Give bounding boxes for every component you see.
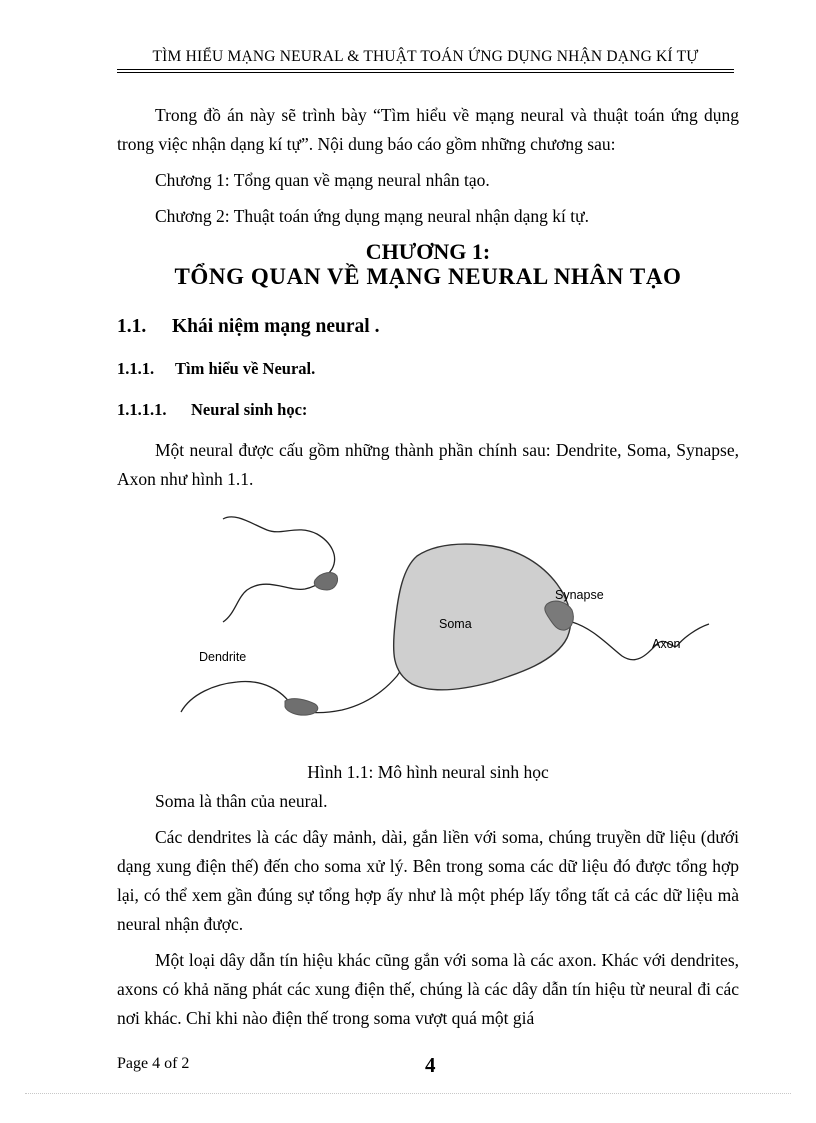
axon-paragraph: Một loại dây dẫn tín hiệu khác cũng gắn với soma là các axon. Khác với dendrites, axons có khả năng phát các xung điện thế, chúng là các dây dẫn tín hiệu từ neural đi các nơi khác. Chỉ khi nào điện thế trong soma vượt quá một giá [117, 950, 739, 1028]
chapter-number: CHƯƠNG 1: [365, 239, 491, 264]
page-bottom-border [25, 1093, 791, 1094]
dendrites-paragraph: Các dendrites là các dây mảnh, dài, gắn liền với soma, chúng truyền dữ liệu (dưới dạng xung điện thế) đến cho soma xử lý. Bên trong soma các dữ liệu đó được tổng hợp lại, có thể xem gần đúng sự tổng hợp ấy như là một phép lấy tổng tất cả các dữ liệu mà neural nhận được. [117, 827, 739, 934]
chapter-1-summary: Chương 1: Tổng quan về mạng neural nhân tạo. [155, 170, 490, 190]
neuron-figure [117, 504, 739, 736]
soma-label: Soma [439, 617, 472, 631]
components-paragraph: Một neural được cấu gồm những thành phần chính sau: Dendrite, Soma, Synapse, Axon như hình 1.1. [117, 440, 739, 489]
chapter-heading [117, 239, 739, 289]
page-number: 4 [425, 1053, 436, 1077]
subsection-number: 1.1.1. [117, 359, 155, 378]
page-header-title: TÌM HIỂU MẠNG NEURAL & THUẬT TOÁN ỨNG DỤNG NHẬN DẠNG KÍ TỰ [152, 48, 699, 65]
upper-dendrite-terminal [314, 573, 337, 590]
header-rule-top [117, 69, 734, 70]
chapter-title: TỔNG QUAN VỀ MẠNG NEURAL NHÂN TẠO [174, 264, 682, 289]
section-title: Khái niệm mạng neural . [172, 316, 380, 337]
upper-dendrite-line [223, 517, 335, 622]
page-count-label: Page 4 of 2 [117, 1055, 190, 1072]
header-rule-bottom [117, 72, 734, 73]
chapter-2-summary: Chương 2: Thuật toán ứng dụng mạng neural nhận dạng kí tự. [155, 206, 589, 226]
subsubsection-title: Neural sinh học: [191, 400, 308, 419]
section-number: 1.1. [117, 316, 147, 337]
dendrite-label: Dendrite [199, 650, 247, 664]
section-heading-1-1-1 [117, 357, 739, 381]
axon-label: Axon [652, 637, 681, 651]
axon-line [572, 622, 709, 660]
lower-dendrite-terminal [285, 699, 318, 715]
subsection-title: Tìm hiểu về Neural. [175, 359, 316, 378]
soma-body [394, 544, 571, 690]
subsubsection-number: 1.1.1.1. [117, 400, 167, 419]
section-heading-1-1-1-1 [117, 398, 739, 422]
soma-paragraph: Soma là thân của neural. [155, 791, 328, 811]
neuron-diagram [117, 504, 739, 736]
section-heading-1-1 [117, 314, 739, 340]
page-content [117, 101, 739, 1033]
figure-caption: Hình 1.1: Mô hình neural sinh học [307, 762, 549, 782]
synapse-label: Synapse [555, 588, 604, 602]
intro-paragraph: Trong đồ án này sẽ trình bày “Tìm hiểu về mạng neural và thuật toán ứng dụng trong việc nhận dạng kí tự”. Nội dung báo cáo gồm những chương sau: [117, 105, 739, 154]
